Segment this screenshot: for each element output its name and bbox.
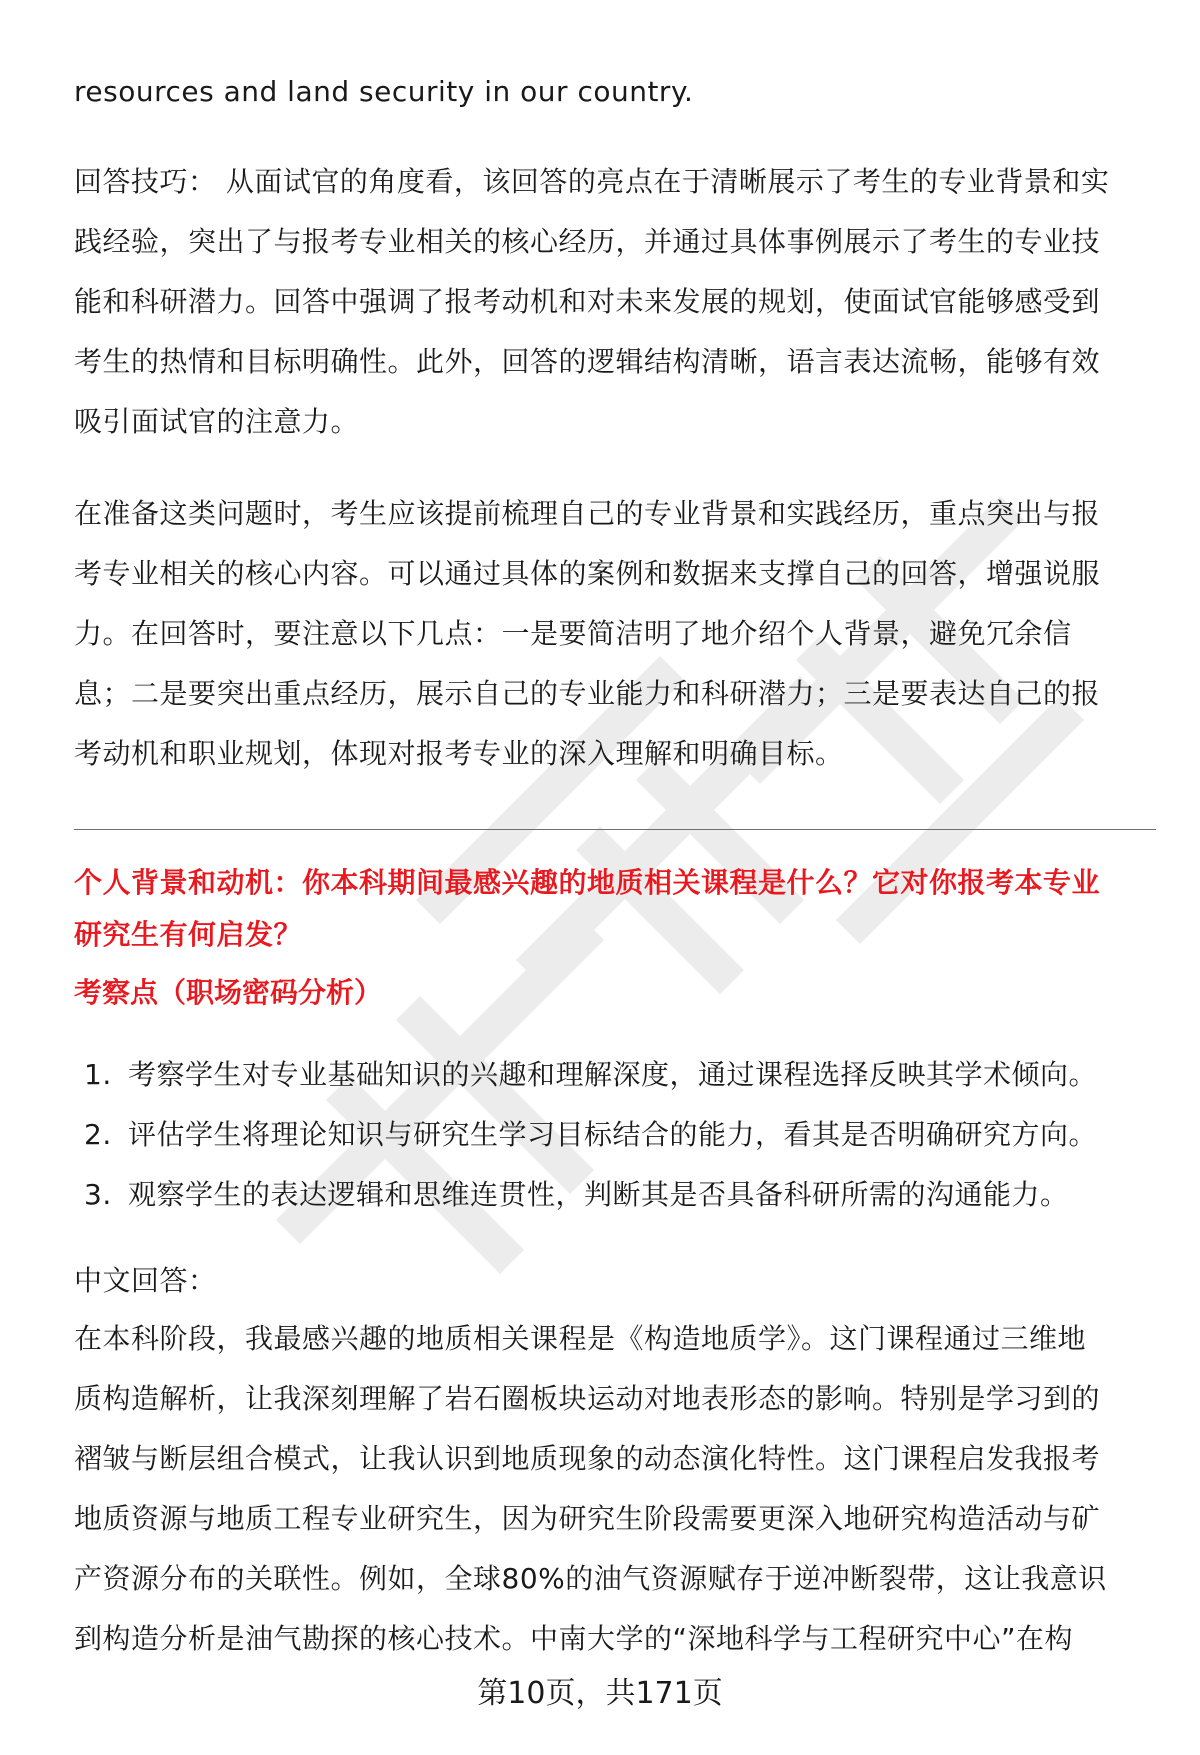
text-line: 质构造解析，让我深刻理解了岩石圈板块运动对地表形态的影响。特别是学习到的 xyxy=(74,1382,1101,1415)
text-line: 在准备这类问题时，考生应该提前梳理自己的专业背景和实践经历，重点突出与报 xyxy=(74,497,1101,530)
answer-label: 中文回答： xyxy=(74,1264,217,1297)
text-line: 息；二是要突出重点经历，展示自己的专业能力和科研潜力；三是要表达自己的报 xyxy=(74,677,1101,710)
text-line: 考动机和职业规划，体现对报考专业的深入理解和明确目标。 xyxy=(74,737,844,770)
text-line: 到构造分析是油气勘探的核心技术。中南大学的“深地科学与工程研究中心”在构 xyxy=(74,1622,1074,1655)
text-line: 力。在回答时，要注意以下几点：一是要简洁明了地介绍个人背景，避免冗余信 xyxy=(74,617,1072,650)
text-line: 产资源分布的关联性。例如，全球80%的油气资源赋存于逆冲断裂带，这让我意识 xyxy=(74,1562,1107,1595)
page-number-footer: 第10页，共171页 xyxy=(477,1676,723,1711)
answer-section xyxy=(74,1253,1154,1669)
text-line: 考专业相关的核心内容。可以通过具体的案例和数据来支撑自己的回答，增强说服 xyxy=(74,557,1101,590)
question-title-line: 个人背景和动机：你本科期间最感兴趣的地质相关课程是什么？它对你报考本专业 xyxy=(74,866,1101,899)
question-title xyxy=(74,857,1174,961)
text-line: 地质资源与地质工程专业研究生，因为研究生阶段需要更深入地研究构造活动与矿 xyxy=(74,1502,1101,1535)
section-heading: 考察点（职场密码分析） xyxy=(74,976,383,1009)
text-line: 在本科阶段，我最感兴趣的地质相关课程是《构造地质学》。这门课程通过三维地 xyxy=(74,1322,1087,1355)
section-divider xyxy=(74,829,1156,830)
question-title-line: 研究生有何启发？ xyxy=(74,918,303,951)
preparation-paragraph xyxy=(74,484,1154,784)
text-line: 践经验，突出了与报考专业相关的核心经历，并通过具体事例展示了考生的专业技 xyxy=(74,225,1101,258)
list-item xyxy=(84,1045,1097,1105)
list-item-number: 3. xyxy=(84,1178,112,1211)
text-line: 吸引面试官的注意力。 xyxy=(74,405,360,438)
list-item-text: 考察学生对专业基础知识的兴趣和理解深度，通过课程选择反映其学术倾向。 xyxy=(128,1058,1098,1091)
continued-text xyxy=(74,62,1154,122)
list-item xyxy=(84,1105,1097,1165)
text-line: 能和科研潜力。回答中强调了报考动机和对未来发展的规划，使面试官能够感受到 xyxy=(74,285,1101,318)
list-item xyxy=(84,1165,1097,1225)
list-item-text: 观察学生的表达逻辑和思维连贯性，判断其是否具备科研所需的沟通能力。 xyxy=(128,1178,1069,1211)
text-line: 考生的热情和目标明确性。此外，回答的逻辑结构清晰，语言表达流畅，能够有效 xyxy=(74,345,1101,378)
tips-paragraph xyxy=(74,152,1154,452)
list-item-text: 评估学生将理论知识与研究生学习目标结合的能力，看其是否明确研究方向。 xyxy=(128,1118,1098,1151)
text-line: 回答技巧： 从面试官的角度看，该回答的亮点在于清晰展示了考生的专业背景和实 xyxy=(74,165,1110,198)
list-item-number: 1. xyxy=(84,1058,112,1091)
assessment-points-list xyxy=(84,1045,1097,1225)
text-line: resources and land security in our country. xyxy=(74,75,694,108)
text-line: 褶皱与断层组合模式，让我认识到地质现象的动态演化特性。这门课程启发我报考 xyxy=(74,1442,1101,1475)
list-item-number: 2. xyxy=(84,1118,112,1151)
